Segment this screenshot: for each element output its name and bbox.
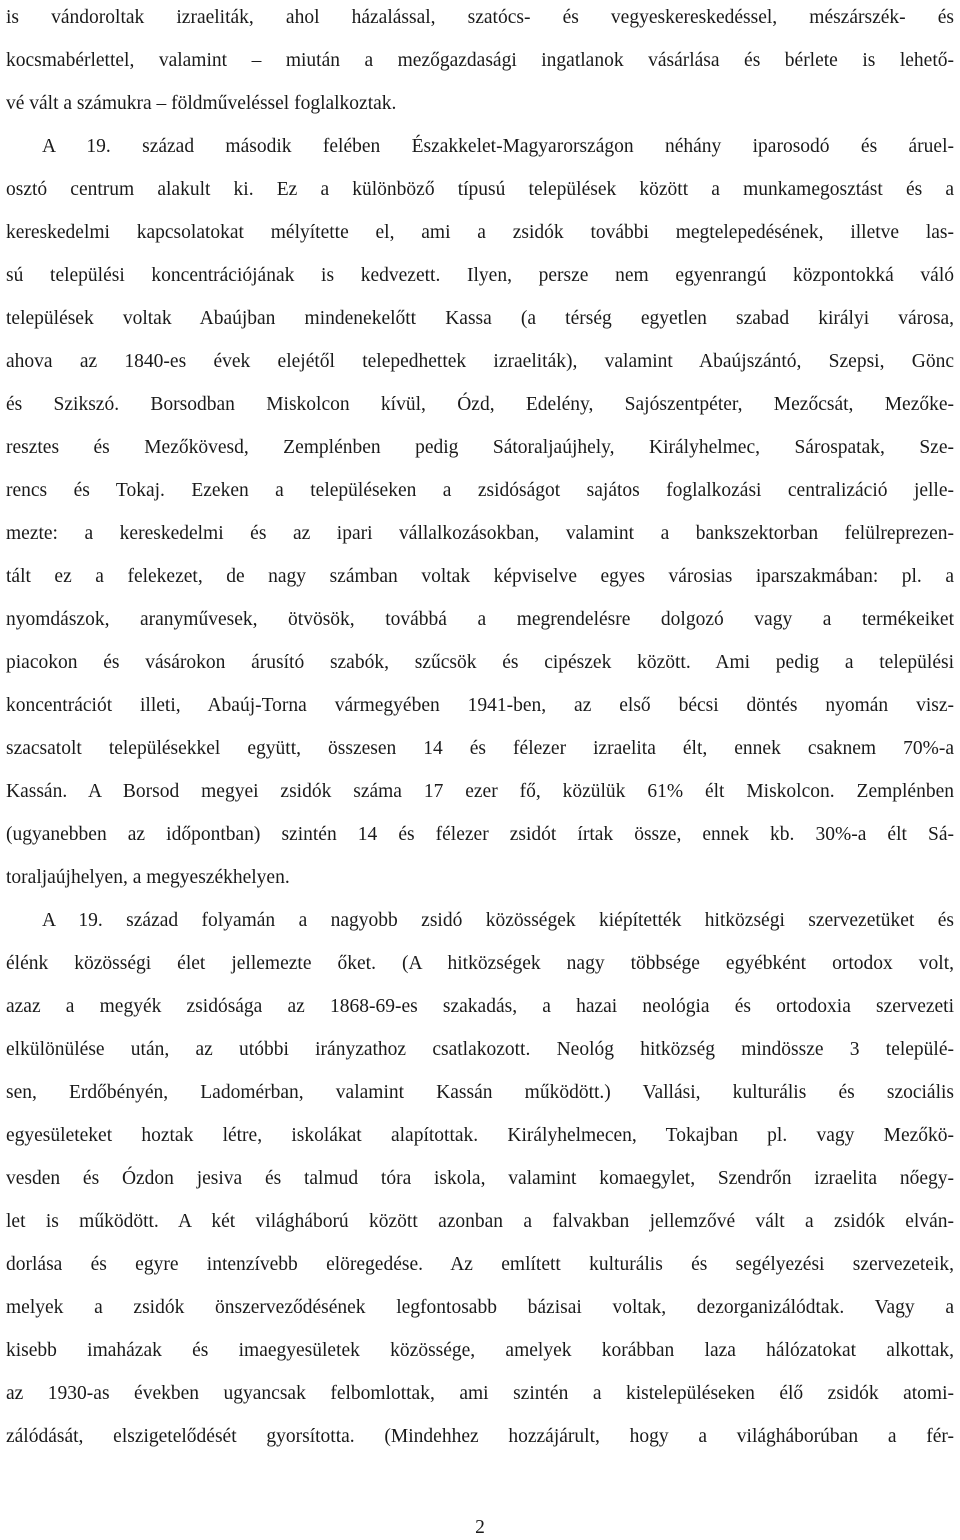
text-line: mezte: a kereskedelmi és az ipari vállalkozásokban, valamint a bankszektorban felülreprezen- [6,523,954,544]
text-line: vesden és Ózdon jesiva és talmud tóra iskola, valamint komaegylet, Szendrőn izraelita nőegy- [6,1168,954,1189]
text-line: koncentrációt illeti, Abaúj-Torna vármegyében 1941-ben, az első bécsi döntés nyomán visz- [6,695,954,716]
text-line: élénk közösségi élet jellemezte őket. (A hitközségek nagy többsége egyébként ortodox volt, [6,953,954,974]
text-line: piacokon és vásárokon árusító szabók, szűcsök és cipészek között. Ami pedig a települési [6,652,954,673]
text-line: is vándoroltak izraeliták, ahol házalással, szatócs- és vegyeskereskedéssel, mészárszék- és [6,7,954,28]
text-line: A 19. század második felében Északkelet-Magyarországon néhány iparosodó és áruel- [42,136,954,157]
text-line: (ugyanebben az időpontban) szintén 14 és félezer zsidót írtak össze, ennek kb. 30%-a élt Sá- [6,824,954,845]
text-line: dorlása és egyre intenzívebb elöregedése. Az említett kulturális és segélyezési szervezeteik, [6,1254,954,1275]
page-number: 2 [475,1517,485,1538]
text-line: melyek a zsidók önszerveződésének legfontosabb bázisai voltak, dezorganizálódtak. Vagy a [6,1297,954,1318]
text-line: zálódását, elszigetelődését gyorsította. (Mindehhez hozzájárult, hogy a világháborúban a fér- [6,1426,954,1447]
text-line: tált ez a felekezet, de nagy számban voltak képviselve egyes városias iparszakmában: pl. a [6,566,954,587]
text-line: az 1930-as években ugyancsak felbomlottak, ami szintén a kistelepüléseken élő zsidók atomi- [6,1383,954,1404]
text-line: szacsatolt településekkel együtt, összesen 14 és félezer izraelita élt, ennek csaknem 70%-a [6,738,954,759]
text-line: A 19. század folyamán a nagyobb zsidó közösségek kiépítették hitközségi szervezetüket és [42,910,954,931]
text-line: sen, Erdőbényén, Ladomérban, valamint Kassán működött.) Vallási, kulturális és szociális [6,1082,954,1103]
text-line: települések voltak Abaújban mindenekelőtt Kassa (a térség egyetlen szabad királyi városa, [6,308,954,329]
text-line: nyomdászok, aranyművesek, ötvösök, továbbá a megrendelésre dolgozó vagy a termékeiket [6,609,954,630]
text-line: sú települési koncentrációjának is kedvezett. Ilyen, persze nem egyenrangú központokká váló [6,265,954,286]
text-line: resztes és Mezőkövesd, Zemplénben pedig Sátoraljaújhely, Királyhelmec, Sárospatak, Sze- [6,437,954,458]
text-line: toraljaújhelyen, a megyeszékhelyen. [6,867,290,888]
text-line: egyesületeket hoztak létre, iskolákat alapítottak. Királyhelmecen, Tokajban pl. vagy Mezőkö- [6,1125,954,1146]
text-line: ahova az 1840-es évek elejétől telepedhettek izraeliták), valamint Abaújszántó, Szepsi, Gönc [6,351,954,372]
text-line: osztó centrum alakult ki. Ez a különböző típusú települések között a munkamegosztást és a [6,179,954,200]
text-line: és Szikszó. Borsodban Miskolcon kívül, Ózd, Edelény, Sajószentpéter, Mezőcsát, Mezőke- [6,394,954,415]
text-line: azaz a megyék zsidósága az 1868-69-es szakadás, a hazai neológia és ortodoxia szervezeti [6,996,954,1017]
text-line: Kassán. A Borsod megyei zsidók száma 17 ezer fő, közülük 61% élt Miskolcon. Zemplénben [6,781,954,802]
text-line: rencs és Tokaj. Ezeken a településeken a zsidóságot sajátos foglalkozási centralizáció jelle- [6,480,954,501]
text-line: vé vált a számukra – földműveléssel foglalkoztak. [6,93,397,114]
text-line: kisebb imaházak és imaegyesületek közössége, amelyek korábban laza hálózatokat alkottak, [6,1340,954,1361]
text-line: elkülönülése után, az utóbbi irányzathoz csatlakozott. Neológ hitközség mindössze 3 települé- [6,1039,954,1060]
text-line: kocsmabérlettel, valamint – miután a mezőgazdasági ingatlanok vásárlása és bérlete is lehető- [6,50,954,71]
text-line: kereskedelmi kapcsolatokat mélyítette el, ami a zsidók további megtelepedésének, illetve las- [6,222,954,243]
text-line: let is működött. A két világháború között azonban a falvakban jellemzővé vált a zsidók elván- [6,1211,954,1232]
